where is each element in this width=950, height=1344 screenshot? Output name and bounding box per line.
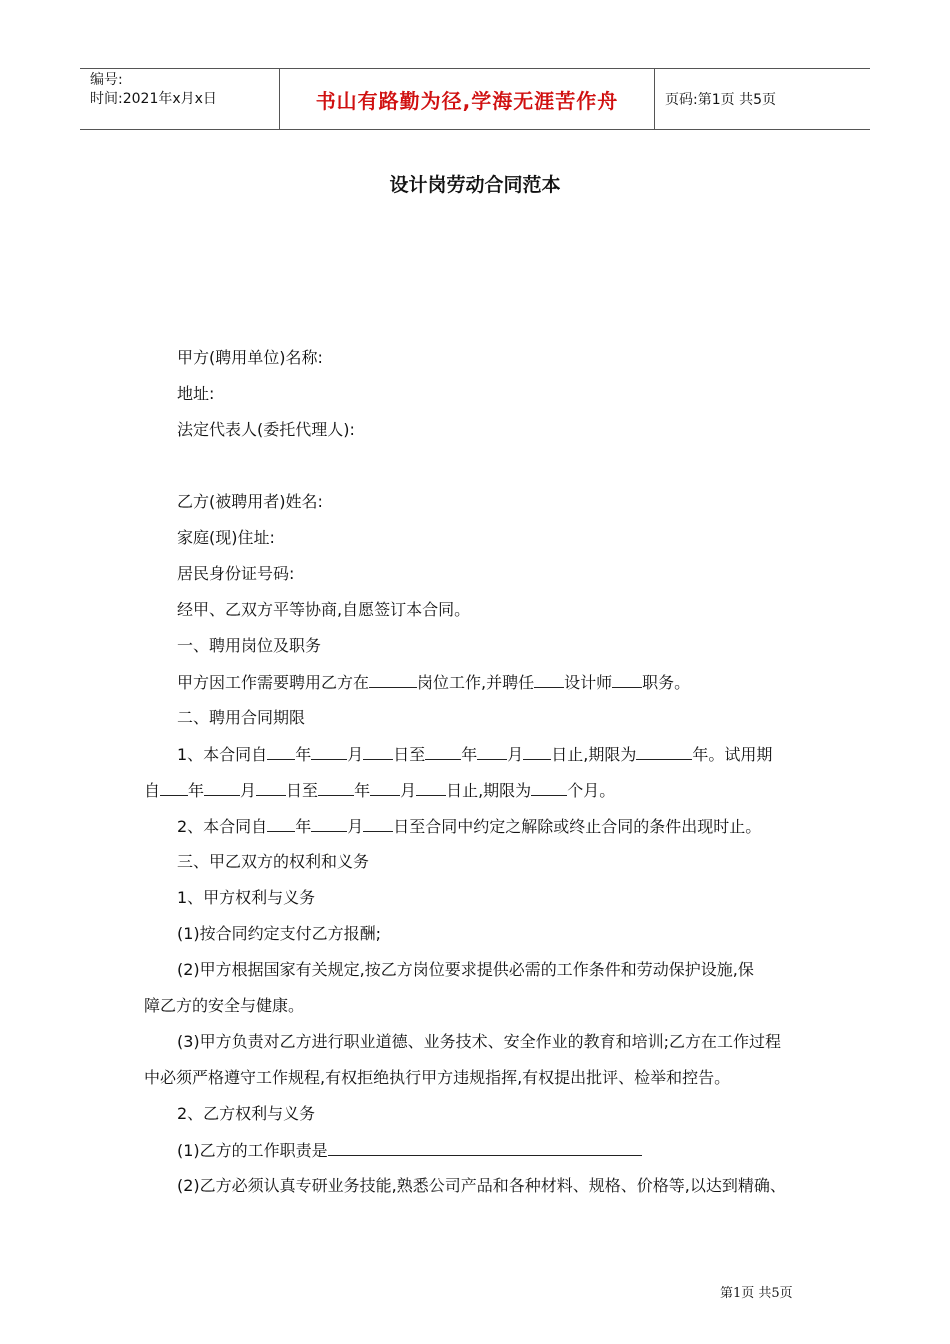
page-header — [80, 68, 870, 130]
blank-field[interactable] — [311, 814, 347, 832]
party-a-rep: 法定代表人(委托代理人): — [177, 420, 355, 439]
party-a-name: 甲方(聘用单位)名称: — [177, 348, 323, 367]
blank-field[interactable] — [531, 778, 567, 796]
section-3b-item-1: (1)乙方的工作职责是 — [177, 1138, 642, 1163]
blank-field[interactable] — [477, 742, 507, 760]
blank-field[interactable] — [267, 814, 295, 832]
blank-field[interactable] — [256, 778, 286, 796]
party-a-address: 地址: — [177, 384, 215, 403]
section-3a-item-3-line-1: (3)甲方负责对乙方进行职业道德、业务技术、安全作业的教育和培训;乙方在工作过程 — [177, 1032, 782, 1051]
section-3a-heading: 1、甲方权利与义务 — [177, 888, 316, 907]
blank-field[interactable] — [636, 742, 692, 760]
section-3a-item-2-line-1: (2)甲方根据国家有关规定,按乙方岗位要求提供必需的工作条件和劳动保护设施,保 — [177, 960, 754, 979]
blank-field[interactable] — [369, 670, 417, 688]
blank-field[interactable] — [363, 742, 393, 760]
blank-field[interactable] — [311, 742, 347, 760]
section-2-clause-1-line-2: 自 年 月 日至 年 月 日止,期限为 个月。 — [144, 778, 615, 803]
blank-field[interactable] — [318, 778, 354, 796]
blank-field[interactable] — [534, 670, 564, 688]
blank-field[interactable] — [204, 778, 240, 796]
section-1-paragraph: 甲方因工作需要聘用乙方在 岗位工作,并聘任 设计师 职务。 — [177, 670, 690, 695]
blank-field[interactable] — [523, 742, 551, 760]
section-3a-item-3-line-2: 中必须严格遵守工作规程,有权拒绝执行甲方违规指挥,有权提出批评、检举和控告。 — [144, 1068, 731, 1087]
document-title: 设计岗劳动合同范本 — [389, 174, 561, 196]
intro-paragraph: 经甲、乙双方平等协商,自愿签订本合同。 — [177, 600, 471, 619]
section-3a-item-2-line-2: 障乙方的安全与健康。 — [144, 996, 305, 1015]
blank-field[interactable] — [612, 670, 642, 688]
header-motto: 书山有路勤为径,学海无涯苦作舟 — [280, 69, 655, 129]
section-1-heading: 一、聘用岗位及职务 — [177, 636, 322, 655]
section-2-clause-1-line-1: 1、本合同自 年 月 日至 年 月 日止,期限为 年。试用期 — [177, 742, 772, 767]
time-label: 时间:2021年x月x日 — [90, 91, 217, 107]
number-label: 编号: — [90, 72, 123, 88]
party-b-address: 家庭(现)住址: — [177, 528, 275, 547]
blank-field[interactable] — [363, 814, 393, 832]
blank-field[interactable] — [416, 778, 446, 796]
header-page-label: 页码:第1页 共5页 — [665, 92, 776, 108]
section-3b-item-2-line-1: (2)乙方必须认真专研业务技能,熟悉公司产品和各种材料、规格、价格等,以达到精确、 — [177, 1176, 786, 1195]
blank-field[interactable] — [267, 742, 295, 760]
blank-field[interactable] — [370, 778, 400, 796]
header-meta — [80, 69, 280, 129]
party-b-id: 居民身份证号码: — [177, 564, 295, 583]
party-b-name: 乙方(被聘用者)姓名: — [177, 492, 323, 511]
blank-field[interactable] — [425, 742, 461, 760]
section-3b-heading: 2、乙方权利与义务 — [177, 1104, 316, 1123]
section-3-heading: 三、甲乙双方的权利和义务 — [177, 852, 370, 871]
blank-field[interactable] — [328, 1138, 642, 1156]
page-footer: 第1页 共5页 — [720, 1286, 793, 1301]
blank-field[interactable] — [160, 778, 188, 796]
section-2-clause-2: 2、本合同自 年 月 日至合同中约定之解除或终止合同的条件出现时止。 — [177, 814, 761, 839]
section-2-heading: 二、聘用合同期限 — [177, 708, 306, 727]
section-3a-item-1: (1)按合同约定支付乙方报酬; — [177, 924, 382, 943]
